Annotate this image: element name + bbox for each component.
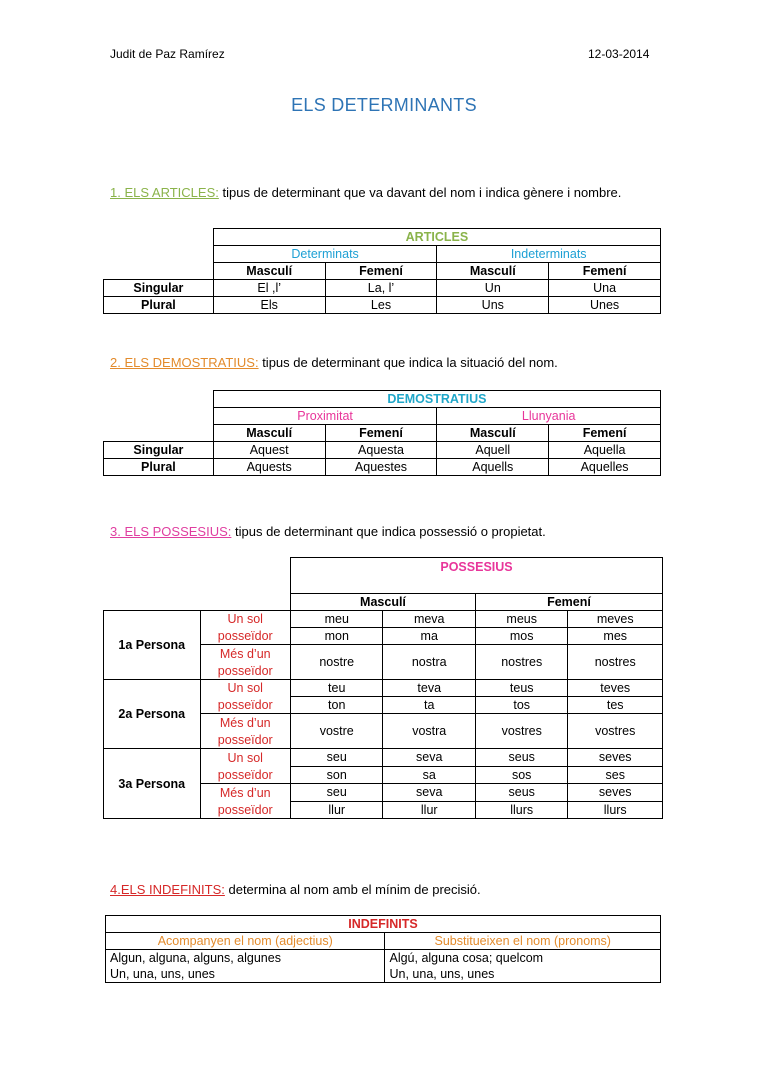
table-cell: teves <box>568 680 663 697</box>
table-cell: vostra <box>383 714 475 749</box>
person-label: 2a Persona <box>104 680 201 749</box>
demostratius-group-proximitat: Proximitat <box>213 408 437 425</box>
header-date: 12-03-2014 <box>588 47 650 61</box>
table-cell: seva <box>383 749 475 767</box>
table-row <box>104 611 663 628</box>
possesius-lead: 3. ELS POSSESIUS: <box>110 524 232 539</box>
indefinits-lead: 4.ELS INDEFINITS: <box>110 882 225 897</box>
table-cell: llur <box>291 801 383 819</box>
table-cell: tos <box>475 697 567 714</box>
sub-label: posseïdor <box>200 662 290 680</box>
table-row <box>104 680 663 697</box>
indefinits-text: determina al nom amb el mínim de precisió. <box>224 882 481 897</box>
articles-group-indeterminats: Indeterminats <box>437 246 661 263</box>
sub-label: Un sol <box>200 680 290 697</box>
page-title: ELS DETERMINANTS <box>291 95 477 115</box>
sub-label: Un sol <box>200 749 290 767</box>
row-label: Singular <box>104 280 214 297</box>
table-cell: teus <box>475 680 567 697</box>
indefinits-col-adjectius: Acompanyen el nom (adjectius) <box>106 933 385 950</box>
column-header: Masculí <box>213 263 325 280</box>
articles-lead: 1. ELS ARTICLES: <box>110 185 219 200</box>
demostratius-lead: 2. ELS DEMOSTRATIUS: <box>110 355 259 370</box>
table-cell: ses <box>568 766 663 784</box>
possesius-table <box>103 557 663 819</box>
table-cell: Aquesta <box>325 442 437 459</box>
table-cell: llurs <box>475 801 567 819</box>
table-cell: meva <box>383 611 475 628</box>
table-cell: vostres <box>568 714 663 749</box>
person-label: 3a Persona <box>104 749 201 819</box>
table-cell: Aquelles <box>549 459 661 476</box>
row-label: Plural <box>104 459 214 476</box>
articles-group-determinats: Determinats <box>213 246 437 263</box>
column-header: Masculí <box>437 425 549 442</box>
table-cell: Aquella <box>549 442 661 459</box>
table-cell: son <box>291 766 383 784</box>
possesius-group-masculi: Masculí <box>291 594 476 611</box>
table-cell: ma <box>383 628 475 645</box>
indefinits-col-pronoms: Substitueixen el nom (pronoms) <box>385 933 661 950</box>
sub-label: Més d’un <box>200 784 290 802</box>
table-cell: Un, una, uns, unes <box>385 966 661 983</box>
table-cell: seu <box>291 749 383 767</box>
table-row <box>106 966 661 983</box>
sub-label: posseïdor <box>200 766 290 784</box>
table-cell: Aquests <box>213 459 325 476</box>
table-cell: sos <box>475 766 567 784</box>
indefinits-table-title: INDEFINITS <box>106 916 661 933</box>
table-cell: Els <box>213 297 325 314</box>
demostratius-paragraph <box>110 355 558 370</box>
table-row <box>106 950 661 967</box>
articles-table <box>103 228 661 314</box>
table-cell: vostre <box>291 714 383 749</box>
table-cell: Les <box>325 297 437 314</box>
column-header: Masculí <box>437 263 549 280</box>
table-cell: ton <box>291 697 383 714</box>
sub-label: posseïdor <box>200 697 290 714</box>
row-label: Plural <box>104 297 214 314</box>
sub-label: posseïdor <box>200 801 290 819</box>
table-cell: sa <box>383 766 475 784</box>
articles-text: tipus de determinant que va davant del nom i indica gènere i nombre. <box>218 185 622 200</box>
sub-label: posseïdor <box>200 731 290 749</box>
table-cell: tes <box>568 697 663 714</box>
table-cell: Aquells <box>437 459 549 476</box>
column-header: Femení <box>325 425 437 442</box>
column-header: Femení <box>549 425 661 442</box>
table-cell: teu <box>291 680 383 697</box>
table-cell: Un <box>437 280 549 297</box>
column-header: Femení <box>325 263 437 280</box>
sub-label: Més d’un <box>200 714 290 732</box>
table-cell: El ,l’ <box>213 280 325 297</box>
table-cell: meus <box>475 611 567 628</box>
table-cell: La, l’ <box>325 280 437 297</box>
sub-label: Un sol <box>200 611 290 628</box>
possesius-table-title: POSSESIUS <box>291 558 663 594</box>
table-cell: ta <box>383 697 475 714</box>
articles-table-title: ARTICLES <box>213 229 660 246</box>
table-cell: Una <box>549 280 661 297</box>
table-row <box>104 280 661 297</box>
column-header: Femení <box>549 263 661 280</box>
sub-label: Més d’un <box>200 645 290 663</box>
table-cell: llurs <box>568 801 663 819</box>
table-cell: nostres <box>568 645 663 680</box>
table-row <box>104 297 661 314</box>
column-header: Masculí <box>213 425 325 442</box>
table-cell: vostres <box>475 714 567 749</box>
demostratius-text: tipus de determinant que indica la situació del nom. <box>258 355 558 370</box>
sub-label: posseïdor <box>200 628 290 645</box>
table-cell: Unes <box>549 297 661 314</box>
row-label: Singular <box>104 442 214 459</box>
table-cell: meu <box>291 611 383 628</box>
table-row <box>104 459 661 476</box>
table-cell: nostra <box>383 645 475 680</box>
possesius-paragraph <box>110 524 546 539</box>
table-cell: Aquest <box>213 442 325 459</box>
table-cell: nostres <box>475 645 567 680</box>
table-cell: llur <box>383 801 475 819</box>
table-cell: seu <box>291 784 383 802</box>
indefinits-table <box>105 915 661 983</box>
table-cell: seves <box>568 749 663 767</box>
table-cell: Un, una, uns, unes <box>106 966 385 983</box>
table-cell: teva <box>383 680 475 697</box>
demostratius-group-llunyania: Llunyania <box>437 408 661 425</box>
table-cell: nostre <box>291 645 383 680</box>
table-cell: meves <box>568 611 663 628</box>
table-cell: mon <box>291 628 383 645</box>
demostratius-table-title: DEMOSTRATIUS <box>213 391 660 408</box>
table-cell: Algú, alguna cosa; quelcom <box>385 950 661 967</box>
table-row <box>104 749 663 767</box>
table-cell: Aquell <box>437 442 549 459</box>
possesius-text: tipus de determinant que indica possessió o propietat. <box>231 524 546 539</box>
person-label: 1a Persona <box>104 611 201 680</box>
table-cell: mes <box>568 628 663 645</box>
articles-paragraph <box>110 185 621 200</box>
table-cell: Algun, alguna, alguns, algunes <box>106 950 385 967</box>
table-cell: mos <box>475 628 567 645</box>
table-cell: seus <box>475 784 567 802</box>
indefinits-paragraph <box>110 882 481 897</box>
demostratius-table <box>103 390 661 476</box>
table-cell: Uns <box>437 297 549 314</box>
table-cell: seva <box>383 784 475 802</box>
table-cell: seves <box>568 784 663 802</box>
header-author: Judit de Paz Ramírez <box>110 47 225 61</box>
table-row <box>104 442 661 459</box>
table-cell: seus <box>475 749 567 767</box>
possesius-group-femeni: Femení <box>475 594 662 611</box>
table-cell: Aquestes <box>325 459 437 476</box>
